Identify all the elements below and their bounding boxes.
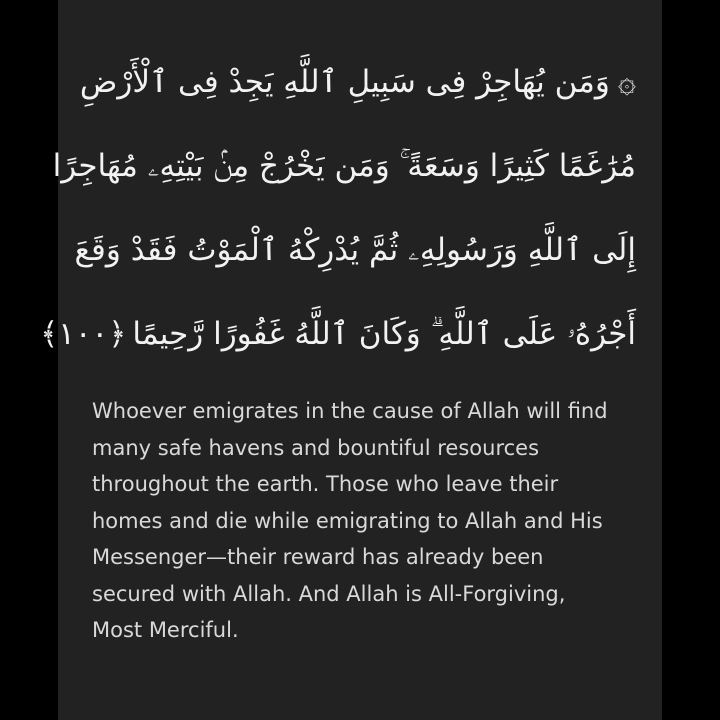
translation-line-3: throughout the earth. Those who leave their xyxy=(92,472,559,496)
arabic-line-4-text: أَجْرُهُۥ عَلَى ٱللَّهِ ۗ وَكَانَ ٱللَّهُ غَفُورًا رَّحِيمًا xyxy=(132,316,636,352)
translation-line-5: Messenger—their reward has already been xyxy=(92,545,544,569)
translation-line-2: many safe havens and bountiful resources xyxy=(92,435,540,460)
translation-line-6: secured with Allah. And Allah is All-Forgiving, xyxy=(92,581,566,606)
arabic-verse xyxy=(40,40,662,376)
ayah-number-marker: ﴿١٠٠﴾ xyxy=(40,316,127,352)
rub-el-hizb-icon: ۞ xyxy=(617,64,636,100)
arabic-line-4 xyxy=(40,292,636,376)
arabic-line-1 xyxy=(79,40,636,124)
arabic-line-2: مُرَٰغَمًا كَثِيرًا وَسَعَةً ۚ وَمَن يَخْرُجْ مِنۢ بَيْتِهِۦ مُهَاجِرًا xyxy=(52,148,636,184)
translation-line-4: homes and die while emigrating to Allah and His xyxy=(92,508,603,533)
arabic-line-1-text: وَمَن يُهَاجِرْ فِى سَبِيلِ ٱللَّهِ يَجِدْ فِى ٱلْأَرْضِ xyxy=(79,64,610,100)
translation-line-7: Most Merciful. xyxy=(92,618,239,642)
arabic-line-3: إِلَى ٱللَّهِ وَرَسُولِهِۦ ثُمَّ يُدْرِكْهُ ٱلْمَوْتُ فَقَدْ وَقَعَ xyxy=(74,232,636,268)
translation-line-1: Whoever emigrates in the cause of Allah will find xyxy=(92,399,608,423)
english-translation xyxy=(92,393,632,649)
